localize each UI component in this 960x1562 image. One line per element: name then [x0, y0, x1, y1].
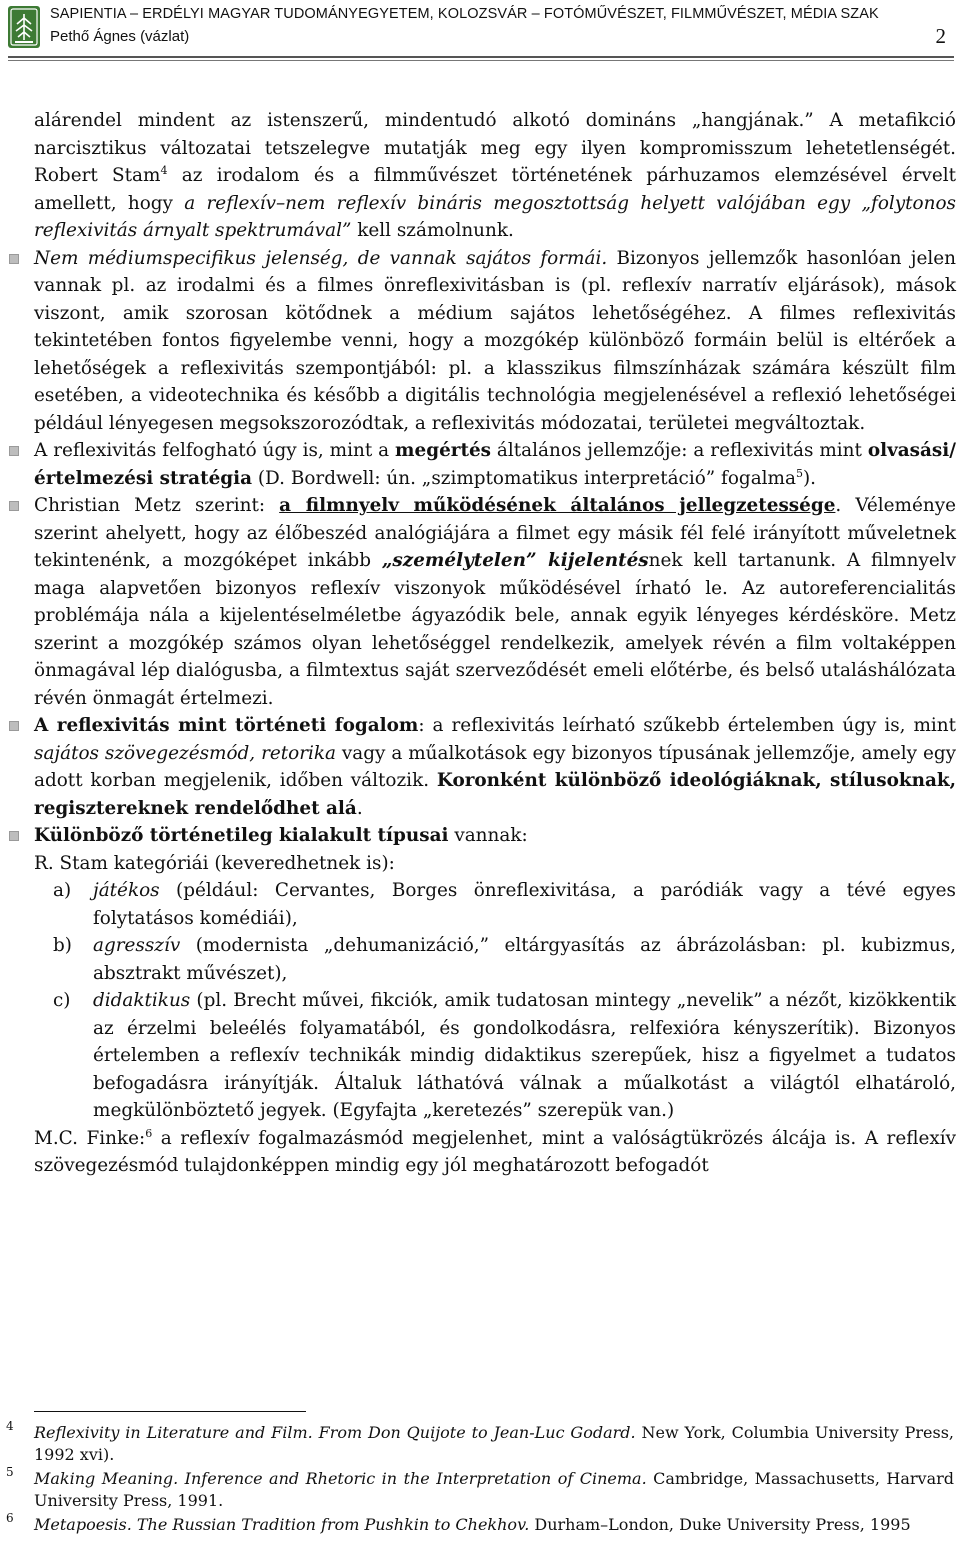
italic-term: agresszív — [93, 935, 181, 956]
text-run: nek kell tartanunk. A filmnyelv maga alapvetően bizonyos reflexív viszonyok működésével írható le. Az autoreferencialitás problémája nála a kijelentéselméletbe ágyazódik bele, annak egyik lényeges kérdésköre. Metz szerint a mozgókép számos olyan lehetőséggel rendelkezik, amelyek révén a film voltaképpen önmagával lép dialógusba, a filmtextus saját szerveződését emeli előtérbe, és belső utaláshálózata révén önmagát értelmezi. — [34, 550, 956, 709]
square-bullet-icon — [9, 254, 19, 264]
text-run: általános jellemzője: a reflexivitás mint — [491, 440, 868, 461]
header-rule — [8, 56, 954, 58]
text-run: az irodalom és a filmművészet történetének párhuzamos elemzésével érvelt amellett, hogy — [34, 165, 956, 214]
bullet-paragraph-types — [34, 822, 956, 850]
paragraph-continuation — [34, 107, 956, 245]
list-item — [34, 932, 956, 987]
text-run: (modernista „dehumanizáció,” eltárgyasítás az ábrázolásban: pl. kubizmus, absztrakt művészet), — [93, 935, 956, 984]
italic-term: sajátos szövegezésmód, retorika — [34, 742, 336, 764]
text-run: (D. Bordwell: ún. „szimptomatikus interpretáció” fogalma — [252, 467, 796, 489]
square-bullet-icon — [9, 831, 19, 841]
footnote-separator — [34, 1411, 306, 1412]
sapientia-logo-icon — [6, 4, 42, 50]
text-run: . Véleménye szerint ahelyett, hogy az élőbeszéd analógiájára a filmet egy másik fél felé irányított műveletnek tekintenénk, a mozgóképet inkább — [34, 495, 956, 571]
footnote — [0, 1465, 960, 1512]
text-run: Christian Metz szerint: — [34, 495, 280, 516]
header-rule-thin — [8, 60, 954, 61]
bold-term: A reflexivitás mint történeti fogalom — [34, 715, 419, 736]
footnote-number: 6 — [6, 1511, 14, 1525]
finke-paragraph — [34, 1125, 956, 1180]
text-run: a reflexív fogalmazásmód megjelenhet, mint a valóságtükrözés álcája is. A reflexív szövegezésmód tulajdonképpen mindig egy jól meghatározott befogadót — [34, 1127, 956, 1176]
text-run: (például: Cervantes, Borges önreflexivitása, a paródiák vagy a tévé egyes folytatásos komédiái), — [93, 880, 956, 929]
text-run: alárendel mindent az istenszerű, mindentudó alkotó domináns „hangjának.” A metafikció narcisztikus változatai tetszelegve mutatják meg egy ilyen kompromisszum lehetetlenségét. Robert Stam — [34, 110, 956, 186]
footnote-ref[interactable]: 5 — [795, 466, 803, 480]
stam-categories-intro: R. Stam kategóriái (keveredhetnek is): — [34, 852, 395, 874]
italic-quote: a reflexív–nem reflexív bináris megosztottság helyett valójában egy „folytonos reflexivitás árnyalt spektrumával” — [34, 192, 956, 241]
bold-term: Koronként különböző ideológiáknak, stílusoknak, regisztereknek rendelődhet alá — [34, 770, 957, 819]
footnote-text: Durham–London, Duke University Press, 1995 — [529, 1515, 911, 1534]
page-header — [0, 0, 960, 56]
list-item — [34, 987, 956, 1125]
list-item-label: a) — [53, 880, 72, 901]
square-bullet-icon — [9, 721, 19, 731]
bullet-paragraph-understanding — [34, 437, 956, 492]
text-run: ). — [802, 467, 817, 489]
list-item-label: c) — [53, 990, 71, 1011]
bullet-paragraph-medium — [34, 245, 956, 438]
bold-term: megértés — [395, 440, 492, 461]
footnote-ref[interactable]: 6 — [145, 1126, 153, 1140]
institution-name: SAPIENTIA – ERDÉLYI MAGYAR TUDOMÁNYEGYETEM, KOLOZSVÁR – FOTÓMŰVÉSZET, FILMMŰVÉSZET, MÉDIA SZAK — [50, 6, 879, 22]
italic-term: játékos — [93, 880, 160, 901]
bullet-paragraph-historical — [34, 712, 956, 822]
document-body — [34, 107, 956, 1180]
author-line: Pethő Ágnes (vázlat) — [50, 28, 190, 45]
square-bullet-icon — [9, 446, 19, 456]
square-bullet-icon — [9, 501, 19, 511]
bold-underlined-term: a filmnyelv működésének általános jellegzetessége — [279, 495, 836, 516]
list-item-label: b) — [53, 935, 72, 956]
text-run: : a reflexivitás leírható szűkebb értelemben úgy is, mint — [418, 715, 957, 736]
footnote — [0, 1511, 960, 1536]
text-run: (pl. Brecht művei, fikciók, amik tudatosan mintegy „nevelik” a nézőt, kizökkentik az érzelmi beleélés folyamatából, és gondolkodásra, relfexióra kényszerítik). Bizonyos értelemben a reflexív technikák mindig didaktikus szerepűek, hisz a figyelmet a tudatos befogadásra irányítják. Általuk láthatóvá válnak a műalkotást a világtól elhatároló, megkülönböztető jegyek. (Egyfajta „keretezés” szerepük van.) — [93, 990, 956, 1121]
italic-lead: Nem médiumspecifikus jelenség, de vannak sajátos formái. — [34, 247, 608, 269]
bold-italic-term: „személytelen” kijelentés — [381, 550, 649, 571]
footnote-title: Reflexivity in Literature and Film. From Don Quijote to Jean-Luc Godard. — [34, 1423, 636, 1442]
list-item — [34, 877, 956, 932]
text-run: Bizonyos jellemzők hasonlóan jelen vannak pl. az irodalmi és a filmes önreflexivitásban is (pl. reflexív narratív eljárások), mások viszont, amik szorosan kötődnek a médium sajátos lehetőségéhez. A filmes reflexivitás tekintetében fontos figyelembe venni, hogy a mozgókép különböző formáin belül is eltérőek a lehetőségek a reflexivitás szempontjából: pl. a klasszikus filmszínházak számára készült film esetében, a videotechnika és később a digitális technológia megjelenésével a reflexió lehetőségei például lényegesen megsokszorozódtak, a reflexivitás módozatai, területei megváltoztak. — [34, 247, 957, 434]
footnote-number: 4 — [6, 1419, 14, 1433]
footnotes — [0, 1419, 960, 1538]
bullet-paragraph-metz — [34, 492, 956, 712]
text-run: M.C. Finke: — [34, 1127, 146, 1149]
text-run: vagy a műalkotások egy bizonyos típusának jellemzője, amely egy adott korban megjelenik, időben változik. — [34, 742, 956, 791]
italic-term: didaktikus — [93, 990, 191, 1011]
footnote-text: Cambridge, Massachusetts, Harvard University Press, 1991. — [34, 1469, 954, 1510]
footnote — [0, 1419, 960, 1466]
bold-term: Különböző történetileg kialakult típusai — [34, 825, 449, 846]
text-run: A reflexivitás felfogható úgy is, mint a — [34, 440, 396, 461]
footnote-text: New York, Columbia University Press, 1992 xvi). — [34, 1423, 954, 1464]
text-run: kell számolnunk. — [351, 220, 514, 241]
text-run: . — [356, 797, 363, 819]
text-run: vannak: — [448, 825, 528, 846]
footnote-ref[interactable]: 4 — [160, 163, 168, 177]
page-number: 2 — [935, 24, 946, 48]
footnote-title: Metapoesis. The Russian Tradition from Pushkin to Chekhov. — [34, 1515, 530, 1534]
footnote-number: 5 — [6, 1465, 14, 1479]
footnote-title: Making Meaning. Inference and Rhetoric in the Interpretation of Cinema. — [34, 1469, 647, 1488]
bold-term: olvasási/értelmezési stratégia — [34, 440, 956, 489]
